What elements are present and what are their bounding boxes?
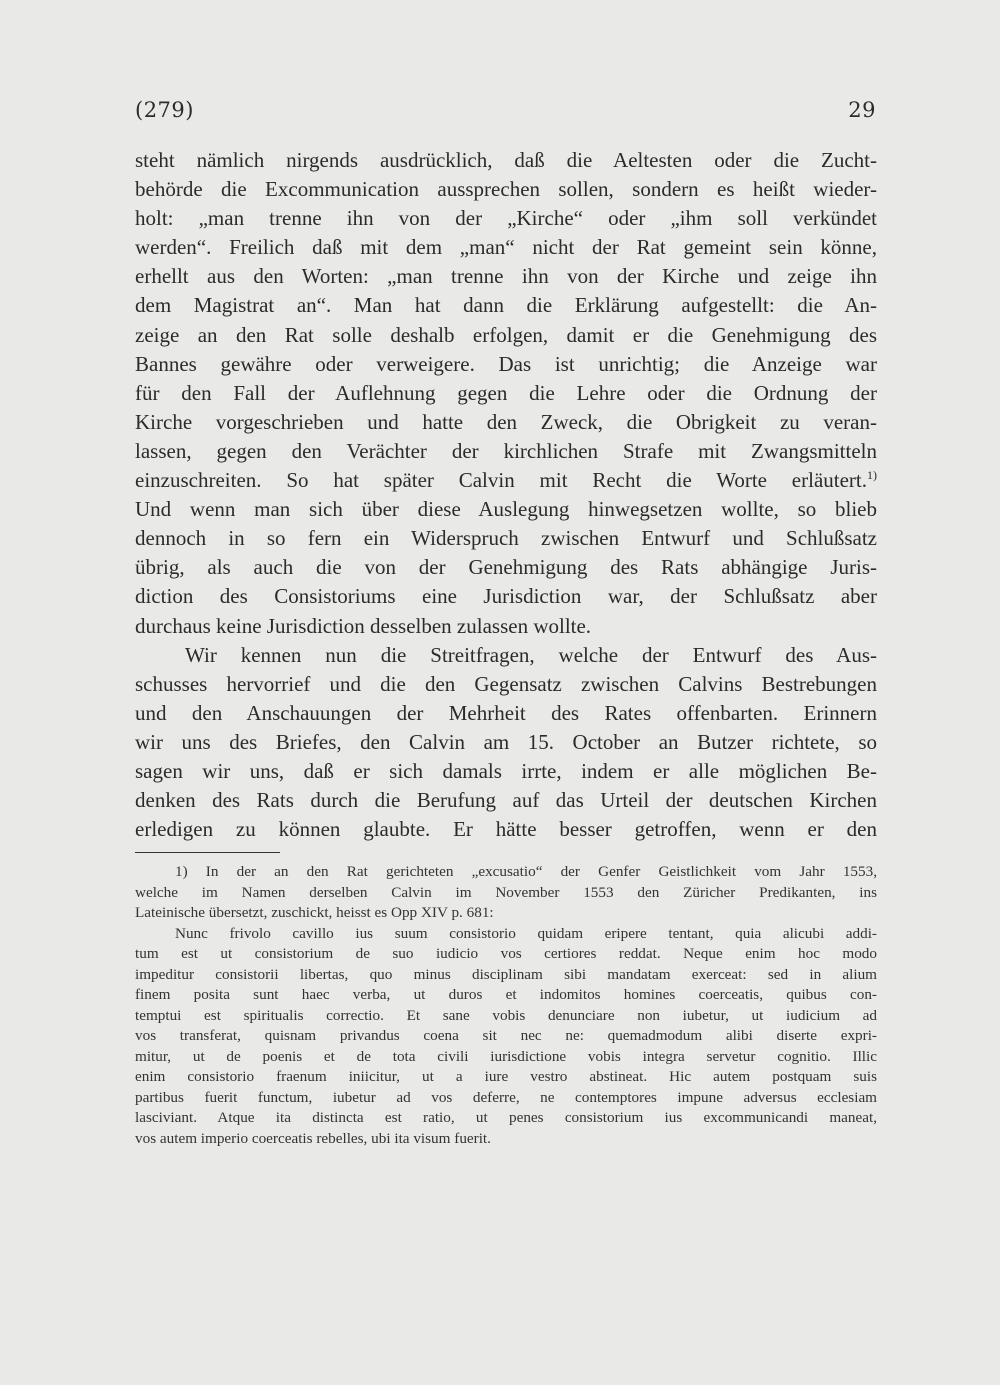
text-line: dennoch in so fern ein Widerspruch zwischen Entwurf und Schlußsatz — [135, 526, 877, 551]
footnote-reference: 1) — [867, 468, 877, 483]
text-line: behörde die Excommunication aussprechen sollen, sondern es heißt wieder- — [135, 177, 877, 202]
footnote-line: tum est ut consistorium de suo iudicio vos certiores reddat. Neque enim hoc modo — [135, 945, 877, 962]
text-line-with-footnote — [135, 466, 877, 495]
footnote-line: vos autem imperio coerceatis rebelles, ubi ita visum fuerit. — [135, 1129, 491, 1147]
text-line: schusses hervorrief und die den Gegensatz zwischen Calvins Bestrebungen — [135, 671, 877, 696]
text-line: werden“. Freilich daß mit dem „man“ nicht der Rat gemeint sein könne, — [135, 235, 877, 260]
footnote-line: vos transferat, quisnam privandus coena sit nec ne: quemadmodum alibi diserte expri- — [135, 1027, 877, 1044]
text-line: für den Fall der Auflehnung gegen die Lehre oder die Ordnung der — [135, 380, 877, 405]
page-number: 29 — [848, 98, 876, 122]
text-line: übrig, als auch die von der Genehmigung des Rats abhängige Juris- — [135, 555, 877, 580]
paragraph-2 — [135, 641, 877, 845]
text-line: dem Magistrat an“. Man hat dann die Erklärung aufgestellt: die An- — [135, 293, 877, 318]
footnote-line: Nunc frivolo cavillo ius suum consistorio quidam eripere tentant, quia alicubi addi- — [175, 924, 877, 942]
text-line: Wir kennen nun die Streitfragen, welche der Entwurf des Aus- — [185, 642, 877, 667]
paragraph-1 — [135, 146, 877, 641]
text-line: erhellt aus den Worten: „man trenne ihn von der Kirche und zeige ihn — [135, 264, 877, 289]
text-line: holt: „man trenne ihn von der „Kirche“ oder „ihm soll verkündet — [135, 206, 877, 231]
footnote-separator — [135, 852, 280, 853]
footnote — [135, 862, 877, 1149]
footnote-line: 1) In der an den Rat gerichteten „excusatio“ der Genfer Geistlichkeit vom Jahr 1553, — [175, 863, 877, 880]
text-line: denken des Rats durch die Berufung auf das Urteil der deutschen Kirchen — [135, 788, 877, 813]
text-line: und den Anschauungen der Mehrheit des Rates offenbarten. Erinnern — [135, 700, 877, 725]
text-line: Bannes gewähre oder verweigere. Das ist unrichtig; die Anzeige war — [135, 351, 877, 376]
footnote-quotation — [135, 924, 877, 1150]
footnote-line: mitur, ut de poenis et de tota civili iurisdictione vobis integra servetur cognitio. Illic — [135, 1047, 877, 1065]
text-line: wir uns des Briefes, den Calvin am 15. October an Butzer richtete, so — [135, 729, 877, 754]
footnote-line: enim consistorio fraenum iniicitur, ut a iure vestro abstineat. Hic autem postquam suis — [135, 1068, 877, 1085]
text-line: steht nämlich nirgends ausdrücklich, daß die Aeltesten oder die Zucht- — [135, 148, 877, 172]
text-line: zeige an den Rat solle deshalb erfolgen, damit er die Genehmigung des — [135, 322, 877, 347]
text-line: einzuschreiten. So hat später Calvin mit Recht die Worte erläutert. — [135, 468, 867, 493]
text-line: diction des Consistoriums eine Jurisdiction war, der Schlußsatz aber — [135, 584, 877, 609]
footnote-line: Lateinische übersetzt, zuschickt, heisst es Opp XIV p. 681: — [135, 904, 494, 921]
footnote-line: lasciviant. Atque ita distincta est ratio, ut penes consistorium ius excommunicandi maneat, — [135, 1109, 877, 1126]
footnote-line: partibus fuerit functum, iubetur ad vos deferre, ne contemptores impune adversus ecclesiam — [135, 1088, 877, 1106]
footnote-intro — [135, 862, 877, 924]
footnote-line: welche im Namen derselben Calvin im November 1553 den Züricher Predikanten, ins — [135, 883, 877, 901]
text-line: lassen, gegen den Verächter der kirchlichen Strafe mit Zwangsmitteln — [135, 438, 877, 463]
footnote-line: finem posita sunt haec verba, ut duros et indomitos homines coerceatis, quibus con- — [135, 986, 877, 1003]
body-text — [135, 146, 877, 844]
text-line: Kirche vorgeschrieben und hatte den Zweck, die Obrigkeit zu veran- — [135, 409, 877, 434]
footnote-line: impeditur consistorii libertas, quo minus disciplinam sibi mandatam exerceat: sed in alium — [135, 965, 877, 983]
text-line: Und wenn man sich über diese Auslegung hinwegsetzen wollte, so blieb — [135, 497, 877, 522]
footnote-line: temptui est spiritualis correctio. Et sane vobis denunciare non iubetur, ut iudicium ad — [135, 1006, 877, 1024]
text-line: durchaus keine Jurisdiction desselben zulassen wollte. — [135, 613, 592, 638]
text-line: erledigen zu können glaubte. Er hätte besser getroffen, wenn er den — [135, 817, 877, 842]
page-number-bracketed: (279) — [135, 98, 194, 122]
text-line: sagen wir uns, daß er sich damals irrte, indem er alle möglichen Be- — [135, 758, 877, 783]
